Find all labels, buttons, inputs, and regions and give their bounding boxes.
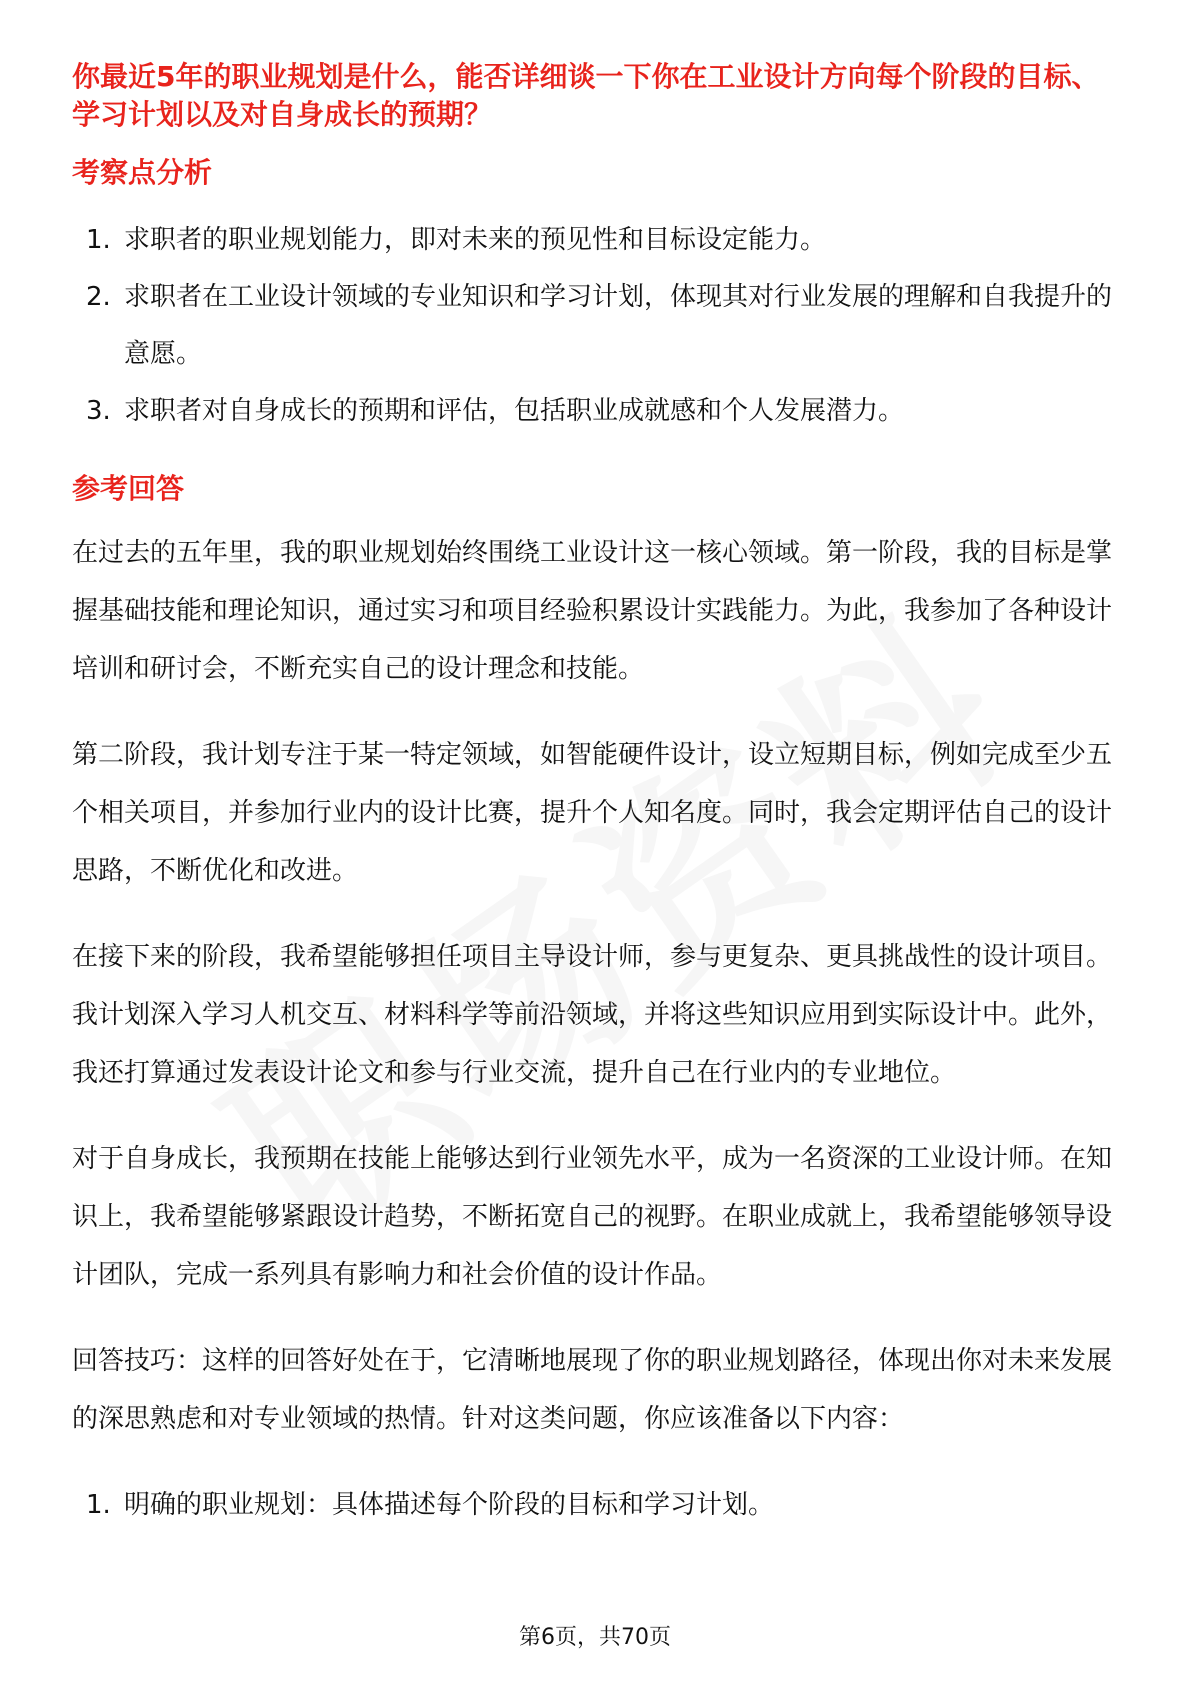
list-text: 求职者对自身成长的预期和评估，包括职业成就感和个人发展潜力。	[124, 396, 905, 426]
document-page	[72, 58, 1122, 1534]
interview-question: 你最近5年的职业规划是什么，能否详细谈一下你在工业设计方向每个阶段的目标、学习计划以及对自身成长的预期？	[72, 60, 1100, 131]
list-number: 1.	[86, 1490, 111, 1520]
list-number: 1.	[86, 225, 111, 255]
list-number: 2.	[86, 282, 111, 312]
answer-paragraph: 在接下来的阶段，我希望能够担任项目主导设计师，参与更复杂、更具挑战性的设计项目。我计划深入学习人机交互、材料科学等前沿领域，并将这些知识应用到实际设计中。此外，我还打算通过发表设计论文和参与行业交流，提升自己在行业内的专业地位。	[72, 942, 1113, 1088]
answer-paragraph: 在过去的五年里，我的职业规划始终围绕工业设计这一核心领域。第一阶段，我的目标是掌握基础技能和理论知识，通过实习和项目经验积累设计实践能力。为此，我参加了各种设计培训和研讨会，不断充实自己的设计理念和技能。	[72, 538, 1113, 684]
analysis-list	[72, 212, 1122, 440]
list-text: 明确的职业规划：具体描述每个阶段的目标和学习计划。	[124, 1490, 775, 1520]
list-item	[72, 383, 1122, 440]
list-number: 3.	[86, 396, 111, 426]
answer-paragraph: 对于自身成长，我预期在技能上能够达到行业领先水平，成为一名资深的工业设计师。在知识上，我希望能够紧跟设计趋势，不断拓宽自己的视野。在职业成就上，我希望能够领导设计团队，完成一系列具有影响力和社会价值的设计作品。	[72, 1144, 1113, 1290]
answer-tips-paragraph: 回答技巧：这样的回答好处在于，它清晰地展现了你的职业规划路径，体现出你对未来发展的深思熟虑和对专业领域的热情。针对这类问题，你应该准备以下内容：	[72, 1346, 1113, 1434]
list-item	[72, 1476, 1122, 1534]
tips-list	[72, 1476, 1122, 1534]
analysis-title: 考察点分析	[72, 156, 213, 189]
answer-paragraph: 第二阶段，我计划专注于某一特定领域，如智能硬件设计，设立短期目标，例如完成至少五个相关项目，并参加行业内的设计比赛，提升个人知名度。同时，我会定期评估自己的设计思路，不断优化和改进。	[72, 740, 1113, 886]
list-item	[72, 212, 1122, 269]
list-text: 求职者在工业设计领域的专业知识和学习计划，体现其对行业发展的理解和自我提升的意愿。	[124, 282, 1113, 369]
answer-title: 参考回答	[72, 472, 185, 505]
list-text: 求职者的职业规划能力，即对未来的预见性和目标设定能力。	[124, 225, 827, 255]
list-item	[72, 269, 1122, 383]
page-footer: 第6页，共70页	[519, 1625, 671, 1650]
